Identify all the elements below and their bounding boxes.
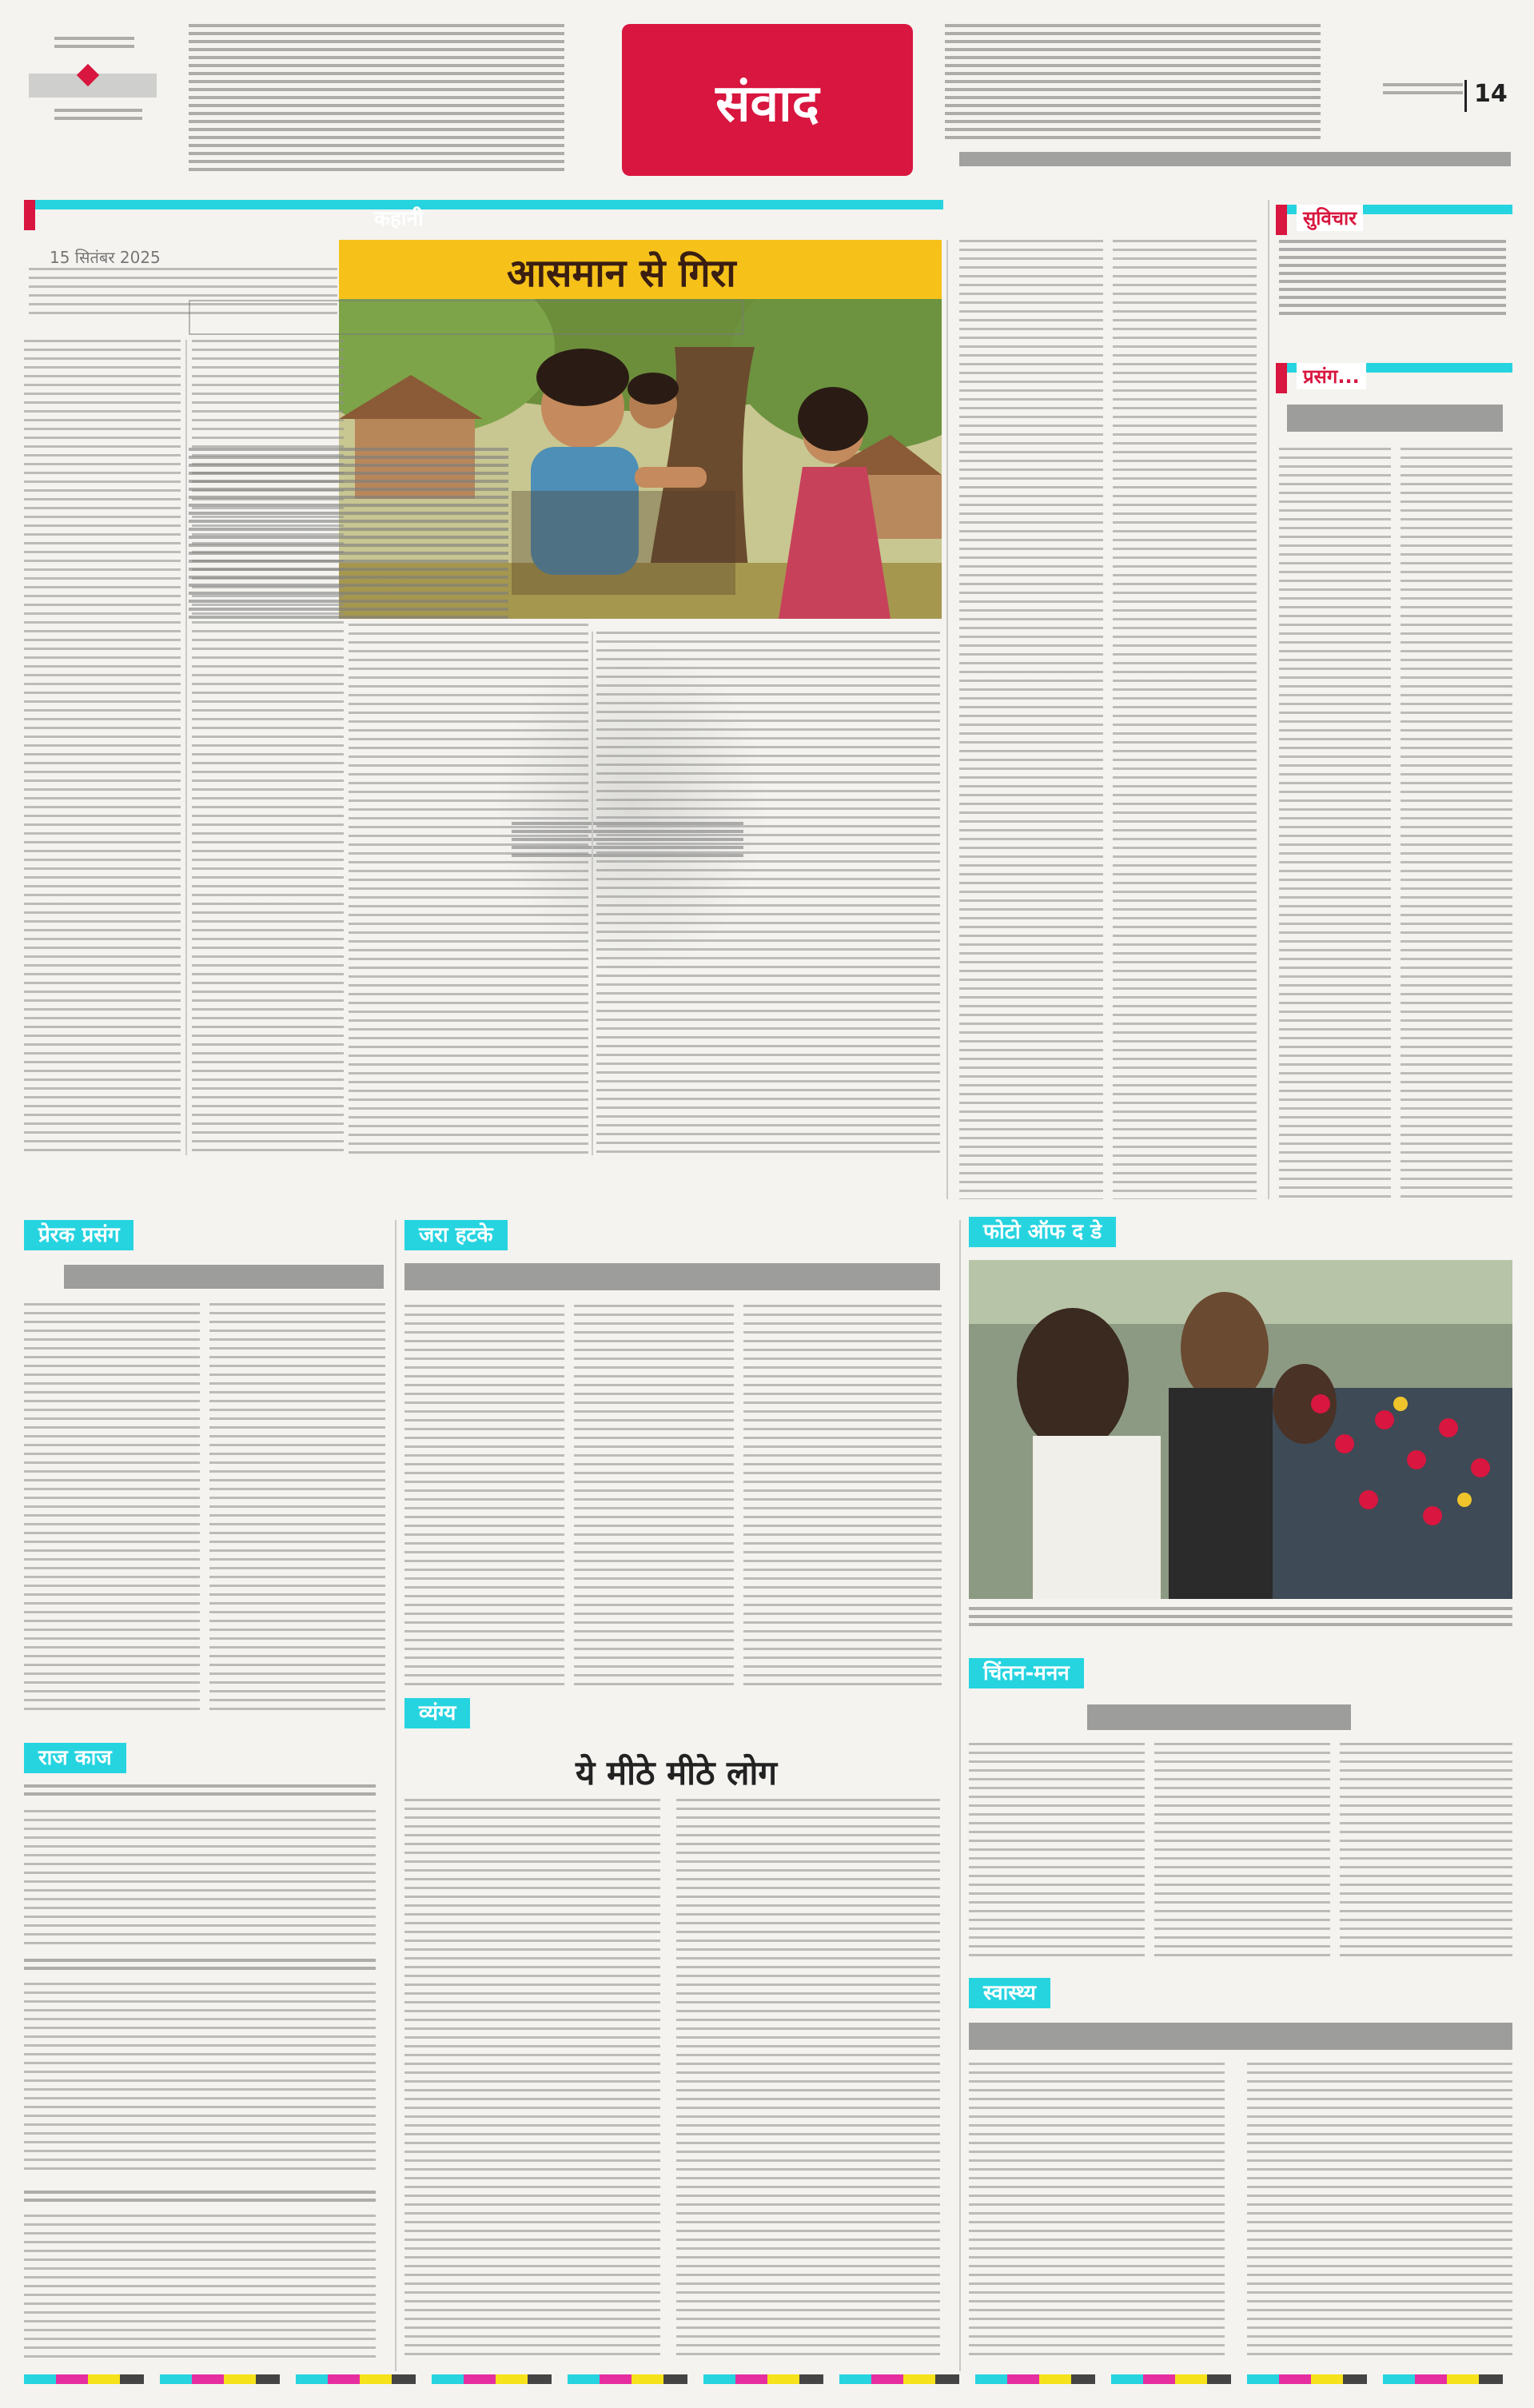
raj-kaj-body-2 — [24, 1983, 376, 2175]
printer-color-bar — [24, 2374, 1512, 2384]
swasthya-tag: स्वास्थ्य — [969, 1978, 1050, 2008]
section-title: संवाद — [715, 74, 819, 134]
prasang-col-b — [1401, 448, 1512, 1199]
prerak-prasang-tag: प्रेरक प्रसंग — [24, 1220, 133, 1250]
kahani-headline: आसमान से गिरा — [507, 251, 736, 296]
jara-hatke-tag: जरा हटके — [404, 1220, 508, 1250]
suvichar-label: सुविचार — [1297, 205, 1363, 231]
section-title-box — [622, 24, 913, 176]
prasang-headline-block — [1287, 405, 1503, 432]
vyangya-col-a — [404, 1799, 660, 2358]
raj-kaj-subhead-2 — [24, 1959, 376, 1975]
vyangya-tag: व्यंग्य — [404, 1698, 470, 1728]
chintan-manan-headline-block — [1087, 1704, 1351, 1730]
chintan-manan-tag: चिंतन-मनन — [969, 1658, 1084, 1688]
raj-kaj-body-3 — [24, 2215, 376, 2358]
raj-kaj-tag: राज काज — [24, 1743, 126, 1773]
raj-kaj-subhead-1 — [24, 1784, 376, 1800]
jara-hatke-col-b — [574, 1305, 734, 1688]
story-col-3 — [189, 448, 508, 624]
masthead — [0, 0, 1534, 168]
vyangya-col-b — [676, 1799, 940, 2358]
jara-hatke-col-c — [743, 1305, 942, 1688]
kahani-date: 15 सितंबर 2025 — [50, 248, 161, 267]
kahani-headline-banner — [339, 240, 942, 299]
illustration-caption — [512, 491, 735, 595]
jara-hatke-headline-block — [404, 1263, 940, 1290]
prasang-col-a — [1279, 448, 1391, 1199]
chintan-manan-col-c — [1340, 1743, 1512, 1959]
chintan-manan-col-b — [1154, 1743, 1330, 1959]
raj-kaj-body-1 — [24, 1810, 376, 1946]
photo-caption — [969, 1607, 1512, 1626]
teaser-block-right — [945, 24, 1321, 144]
prerak-prasang-headline-block — [64, 1265, 384, 1289]
kahani-strip — [24, 200, 943, 209]
swasthya-headline-block — [969, 2023, 1512, 2050]
photo-art — [969, 1260, 1512, 1599]
teaser-block-left — [189, 24, 564, 172]
vyangya-headline: ये मीठे मीठे लोग — [576, 1753, 778, 1792]
middle-right-col-a — [959, 240, 1103, 1199]
prasang-label: प्रसंग... — [1297, 363, 1366, 389]
prerak-prasang-col-b — [209, 1303, 385, 1711]
suvichar-text — [1279, 240, 1506, 320]
newspaper-logo — [22, 29, 162, 149]
photo-of-day-image — [969, 1260, 1512, 1599]
jara-hatke-col-a — [404, 1305, 564, 1688]
story-col-1 — [24, 340, 181, 1155]
kahani-label: कहानी — [374, 207, 424, 231]
chintan-manan-col-a — [969, 1743, 1145, 1959]
story-col-5 — [596, 632, 940, 1155]
page-number: 14 — [1474, 80, 1508, 108]
photo-of-day-tag: फोटो ऑफ द डे — [969, 1217, 1116, 1247]
raj-kaj-subhead-3 — [24, 2191, 376, 2207]
prerak-prasang-col-a — [24, 1303, 200, 1711]
middle-right-col-b — [1113, 240, 1257, 1199]
swasthya-col-b — [1247, 2063, 1512, 2358]
swasthya-col-a — [969, 2063, 1225, 2358]
